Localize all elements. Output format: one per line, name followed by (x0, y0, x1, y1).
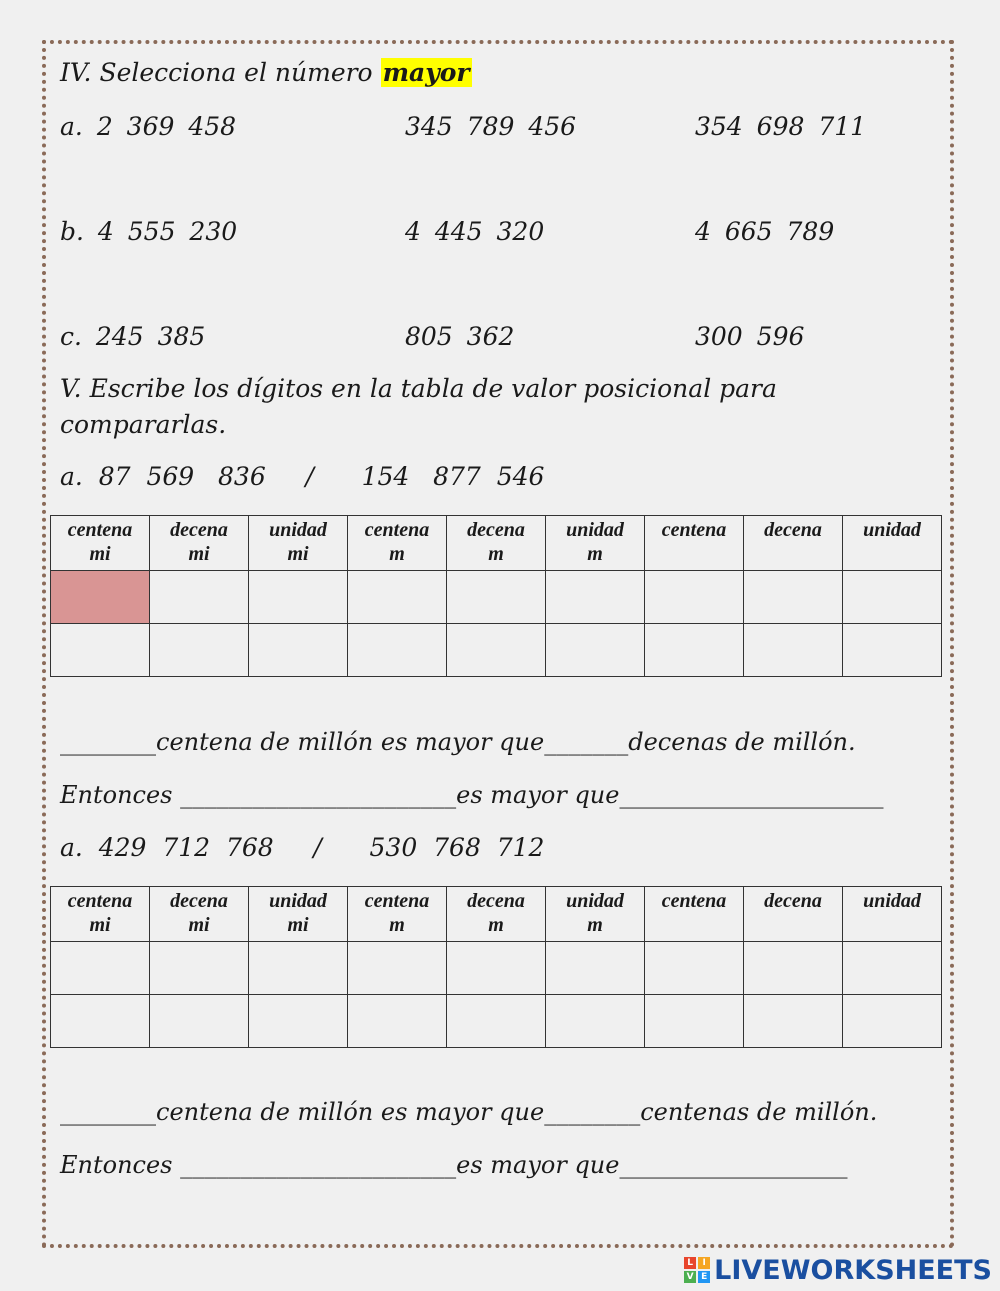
exercise1-sentence1[interactable]: ________centena de millón es mayor que_______decenas de millón. (60, 728, 856, 756)
exercise2-numbers: a. 429 712 768 / 530 768 712 (60, 833, 545, 862)
header-cell: decena mi (150, 887, 249, 942)
input-cell[interactable] (51, 942, 150, 995)
table-header-row (51, 516, 942, 571)
header-cell: decena (744, 887, 843, 942)
input-cell[interactable] (150, 624, 249, 677)
header-cell: centena m (348, 516, 447, 571)
table-row (51, 942, 942, 995)
input-cell[interactable] (249, 995, 348, 1048)
row-a (60, 112, 236, 141)
header-cell: centena mi (51, 887, 150, 942)
table-header-row (51, 887, 942, 942)
input-cell[interactable] (645, 942, 744, 995)
header-cell: centena (645, 887, 744, 942)
input-cell[interactable] (348, 571, 447, 624)
input-cell[interactable] (447, 624, 546, 677)
option-a-3[interactable]: 354 698 711 (695, 112, 867, 141)
section4-title-text: IV. Selecciona el número (60, 58, 373, 87)
input-cell[interactable] (744, 995, 843, 1048)
option-c-3[interactable]: 300 596 (695, 322, 805, 351)
option-b-2[interactable]: 4 445 320 (405, 217, 545, 246)
input-cell[interactable] (348, 942, 447, 995)
input-cell[interactable] (546, 995, 645, 1048)
exercise2-sentence1[interactable]: ________centena de millón es mayor que________centenas de millón. (60, 1098, 878, 1126)
header-cell: centena mi (51, 516, 150, 571)
input-cell[interactable] (447, 571, 546, 624)
option-c-1[interactable]: 245 385 (95, 322, 206, 351)
logo-mark-icon: L I V E (684, 1257, 710, 1283)
section4-title (60, 58, 472, 87)
input-cell[interactable] (843, 624, 942, 677)
input-cell[interactable] (150, 995, 249, 1048)
input-cell[interactable] (150, 942, 249, 995)
option-b-3[interactable]: 4 665 789 (695, 217, 835, 246)
input-cell[interactable] (150, 571, 249, 624)
header-cell: centena m (348, 887, 447, 942)
option-a-1[interactable]: 2 369 458 (96, 112, 237, 141)
row-c (60, 322, 205, 351)
table-row (51, 995, 942, 1048)
header-cell: decena m (447, 887, 546, 942)
input-cell[interactable] (348, 995, 447, 1048)
option-b-1[interactable]: 4 555 230 (97, 217, 238, 246)
input-cell[interactable] (546, 571, 645, 624)
input-cell[interactable] (546, 624, 645, 677)
input-cell[interactable] (249, 571, 348, 624)
row-b-label: b. (60, 217, 84, 246)
header-cell: unidad m (546, 516, 645, 571)
input-cell[interactable] (51, 624, 150, 677)
input-cell[interactable] (447, 942, 546, 995)
logo-text: LIVEWORKSHEETS (714, 1254, 992, 1286)
option-a-2[interactable]: 345 789 456 (405, 112, 577, 141)
input-cell[interactable] (447, 995, 546, 1048)
header-cell: unidad mi (249, 887, 348, 942)
input-cell[interactable] (249, 624, 348, 677)
liveworksheets-logo (684, 1253, 992, 1287)
input-cell[interactable] (645, 624, 744, 677)
input-cell[interactable] (348, 624, 447, 677)
header-cell: unidad (843, 887, 942, 942)
place-value-table-1 (50, 515, 942, 677)
input-cell[interactable] (843, 571, 942, 624)
input-cell[interactable] (546, 942, 645, 995)
header-cell: unidad (843, 516, 942, 571)
section5-title-line1: V. Escribe los dígitos en la tabla de valor posicional para (60, 374, 777, 403)
input-cell[interactable] (744, 624, 843, 677)
exercise1-sentence2[interactable]: Entonces _______________________es mayor que______________________ (60, 781, 884, 809)
place-value-table-2 (50, 886, 942, 1048)
header-cell: decena (744, 516, 843, 571)
input-cell-active[interactable] (51, 571, 150, 624)
table-row (51, 571, 942, 624)
row-b (60, 217, 237, 246)
header-cell: unidad m (546, 887, 645, 942)
input-cell[interactable] (744, 571, 843, 624)
input-cell[interactable] (645, 995, 744, 1048)
option-c-2[interactable]: 805 362 (405, 322, 515, 351)
input-cell[interactable] (249, 942, 348, 995)
highlight-mayor: mayor (382, 58, 470, 87)
input-cell[interactable] (843, 995, 942, 1048)
header-cell: centena (645, 516, 744, 571)
input-cell[interactable] (744, 942, 843, 995)
header-cell: unidad mi (249, 516, 348, 571)
row-c-label: c. (60, 322, 82, 351)
row-a-label: a. (60, 112, 83, 141)
input-cell[interactable] (843, 942, 942, 995)
input-cell[interactable] (645, 571, 744, 624)
table-row (51, 624, 942, 677)
header-cell: decena mi (150, 516, 249, 571)
input-cell[interactable] (51, 995, 150, 1048)
section5-title-line2: compararlas. (60, 410, 227, 439)
exercise1-numbers: a. 87 569 836 / 154 877 546 (60, 462, 545, 491)
exercise2-sentence2[interactable]: Entonces _______________________es mayor que___________________ (60, 1151, 848, 1179)
header-cell: decena m (447, 516, 546, 571)
